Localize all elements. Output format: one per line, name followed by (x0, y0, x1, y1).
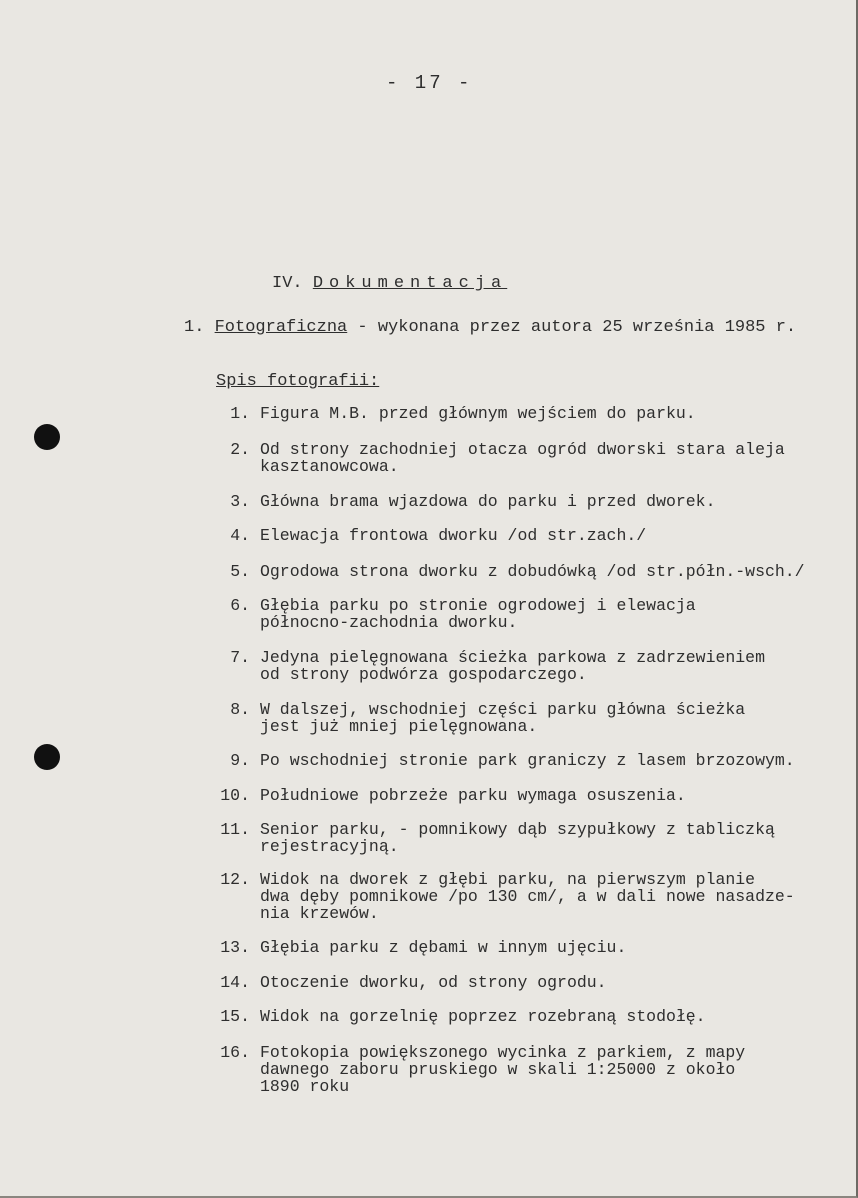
page-number: - 17 - (386, 72, 473, 94)
photo-number: 5. (230, 562, 250, 581)
photo-description: Senior parku, - pomnikowy dąb szypułkowy z tabliczką rejestracyjną. (260, 820, 775, 856)
section-heading (272, 274, 507, 293)
photo-list-item (210, 701, 840, 735)
photo-number: 4. (230, 526, 250, 545)
photo-list-item (210, 597, 840, 631)
photo-number: 8. (230, 700, 250, 719)
photo-description: Południowe pobrzeże parku wymaga osuszenia. (260, 786, 686, 805)
photo-list-item (210, 527, 840, 544)
photo-number: 3. (230, 492, 250, 511)
photo-list-item (210, 787, 840, 804)
photo-number: 2. (230, 440, 250, 459)
photo-description: Elewacja frontowa dworku /od str.zach./ (260, 526, 647, 545)
photo-list-item (210, 1044, 840, 1095)
photo-number: 16. (220, 1043, 250, 1062)
item-number: 1. (184, 318, 205, 337)
photo-number: 11. (220, 820, 250, 839)
photo-description: Głębia parku po stronie ogrodowej i elewacja północno-zachodnia dworku. (260, 596, 696, 632)
photo-description: Ogrodowa strona dworku z dobudówką /od str.półn.-wsch./ (260, 562, 805, 581)
photo-list-item (210, 1008, 840, 1025)
photo-description: Po wschodniej stronie park graniczy z lasem brzozowym. (260, 751, 795, 770)
photo-list-item (210, 441, 840, 475)
section-roman: IV. (272, 274, 303, 293)
photo-number: 12. (220, 870, 250, 889)
photo-description: Głębia parku z dębami w innym ujęciu. (260, 938, 627, 957)
photo-description: Jedyna pielęgnowana ścieżka parkowa z zadrzewieniem od strony podwórza gospodarczego. (260, 648, 765, 684)
photo-list-item (210, 871, 840, 922)
photo-list-item (210, 939, 840, 956)
photo-description: Figura M.B. przed głównym wejściem do parku. (260, 404, 696, 423)
photo-list-item (210, 649, 840, 683)
photo-description: Widok na dworek z głębi parku, na pierwszym planie dwa dęby pomnikowe /po 130 cm/, a w dali nowe nasadze- nia krzewów. (260, 870, 795, 923)
photo-list-item (210, 563, 840, 580)
photo-description: Fotokopia powiększonego wycinka z parkiem, z mapy dawnego zaboru pruskiego w skali 1:25000 z około 1890 roku (260, 1043, 746, 1096)
photo-number: 13. (220, 938, 250, 957)
photo-description: Główna brama wjazdowa do parku i przed dworek. (260, 492, 716, 511)
photo-number: 7. (230, 648, 250, 667)
photo-description: Widok na gorzelnię poprzez rozebraną stodołę. (260, 1007, 706, 1026)
photo-number: 6. (230, 596, 250, 615)
punch-hole (34, 424, 60, 450)
photo-list-heading: Spis fotografii: (216, 372, 380, 391)
photo-description: W dalszej, wschodniej części parku główna ścieżka jest już mniej pielęgnowana. (260, 700, 746, 736)
section-title: Dokumentacja (312, 274, 508, 293)
item-label: Fotograficzna (214, 318, 348, 337)
photo-number: 15. (220, 1007, 250, 1026)
photo-list-item (210, 974, 840, 991)
photo-number: 10. (220, 786, 250, 805)
photo-description: Od strony zachodniej otacza ogród dworski stara aleja kasztanowcowa. (260, 440, 785, 476)
photo-list-item (210, 752, 840, 769)
photo-number: 9. (230, 751, 250, 770)
photo-list-item (210, 821, 840, 855)
photo-number: 1. (230, 404, 250, 423)
photo-number: 14. (220, 973, 250, 992)
photo-description: Otoczenie dworku, od strony ogrodu. (260, 973, 607, 992)
photo-list-item (210, 405, 840, 422)
punch-hole (34, 744, 60, 770)
item-text: - wykonana przez autora 25 września 1985 r. (347, 318, 797, 337)
photo-list-item (210, 493, 840, 510)
documentation-item-1 (184, 318, 796, 337)
